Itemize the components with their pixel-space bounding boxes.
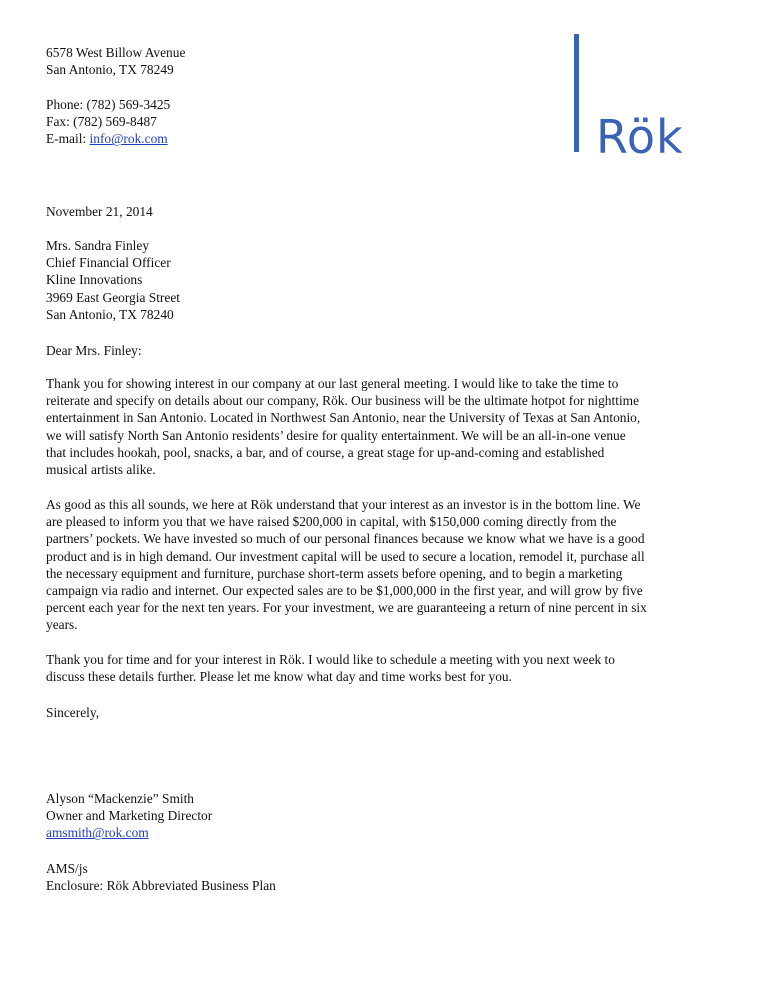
sender-email-label: E-mail: [46,131,87,147]
signer-email-line [46,824,212,841]
reference-block [46,860,276,894]
signer-name: Alyson “Mackenzie” Smith [46,791,195,806]
paragraph-line: Thank you for showing interest in our company at our last general meeting. I would like to take the time to [46,376,619,391]
sender-address-line2: San Antonio, TX 78249 [46,62,174,78]
recipient-name: Mrs. Sandra Finley [46,238,150,253]
sender-phone: Phone: (782) 569-3425 [46,97,171,112]
paragraph-line: percent each year for the next ten years. For your investment, we are guaranteeing a return of nine percent in six [46,600,647,616]
signer-title: Owner and Marketing Director [46,808,213,824]
body-paragraph-2 [46,496,726,634]
paragraph-line: entertainment in San Antonio. Located in Northwest San Antonio, near the University of Texas at San Antonio, [46,410,641,426]
paragraph-line: product and is in high demand. Our investment capital will be used to secure a location, remodel it, purchase all [46,548,645,564]
body-paragraph-1 [46,375,726,478]
sender-contact-block [46,96,170,148]
body-paragraph-3 [46,651,726,685]
paragraph-line: years. [46,617,78,633]
recipient-city: San Antonio, TX 78240 [46,306,174,322]
salutation-text: Dear Mrs. Finley: [46,343,142,358]
typist-initials: AMS/js [46,861,88,876]
sender-address-line1: 6578 West Billow Avenue [46,45,186,60]
paragraph-line: reiterate and specify on details about our company, Rök. Our business will be the ultimate hotpot for nighttime [46,393,640,409]
paragraph-line: discuss these details further. Please let me know what day and time works best for you. [46,669,512,685]
closing [46,704,99,721]
paragraph-line: As good as this all sounds, we here at Rök understand that your interest as an investor is in the bottom line. We [46,497,641,512]
paragraph-line: the necessary equipment and furniture, purchase short-term assets before opening, and to begin a marketing [46,565,623,581]
company-logo [574,30,734,164]
recipient-block [46,237,180,323]
sender-fax: Fax: (782) 569-8487 [46,114,157,130]
paragraph-line: campaign via radio and internet. Our expected sales are to be $1,000,000 in the first year, and will grow by five [46,583,643,599]
recipient-street: 3969 East Georgia Street [46,289,180,305]
date-text: November 21, 2014 [46,204,153,219]
paragraph-line: Thank you for time and for your interest in Rök. I would like to schedule a meeting with you next week to [46,652,615,667]
signer-email-link[interactable]: amsmith@rok.com [46,825,149,841]
salutation [46,342,142,359]
logo-bar [574,34,579,152]
sender-email-link[interactable]: info@rok.com [89,131,168,147]
recipient-title: Chief Financial Officer [46,255,171,271]
paragraph-line: are pleased to inform you that we have raised $200,000 in capital, with $150,000 coming directly from the [46,514,617,530]
paragraph-line: musical artists alike. [46,462,156,478]
paragraph-line: that includes hookah, pool, snacks, a bar, and of course, a great stage for up-and-coming and established [46,444,605,460]
letter-date [46,203,153,220]
paragraph-line: we will satisfy North San Antonio residents’ desire for quality entertainment. We will be an all-in-one venue [46,427,626,443]
enclosure-note: Enclosure: Rök Abbreviated Business Plan [46,878,276,894]
recipient-company: Kline Innovations [46,272,143,288]
paragraph-line: partners’ pockets. We have invested so much of our personal finances because we know what we have is a good [46,531,645,547]
sender-email-line [46,130,170,147]
sender-address-block [46,44,185,78]
logo-wordmark: Rök [596,110,684,164]
signature-block [46,790,212,842]
closing-text: Sincerely, [46,705,100,720]
